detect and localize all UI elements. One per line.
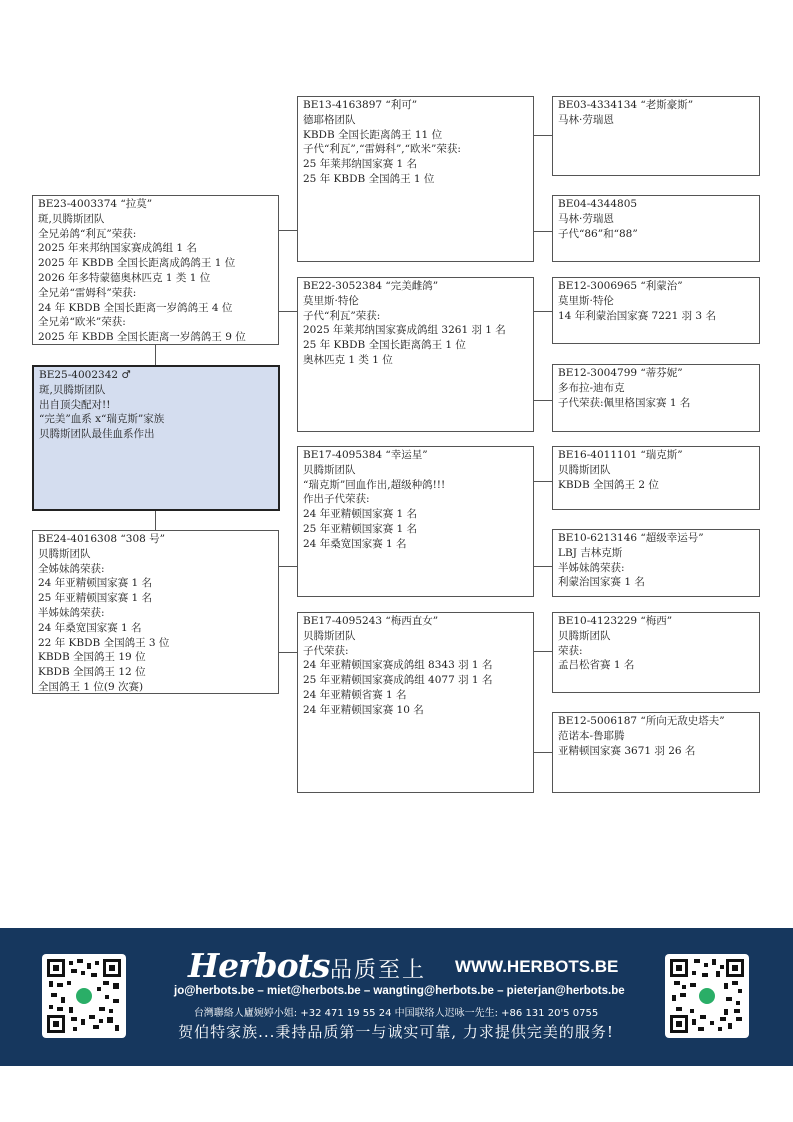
pedigree-line: 马林·劳瑞恩	[558, 212, 614, 225]
slogan: 品质至上	[330, 958, 427, 983]
pedigree-line: 子代荣获:	[303, 644, 349, 657]
connector	[533, 231, 553, 232]
pedigree-line: KBDB 全国鸽王 19 位	[38, 651, 146, 664]
connector	[155, 511, 156, 530]
great-grandparent-box	[552, 195, 760, 262]
pedigree-line: 子代“86”和“88”	[558, 227, 638, 240]
email-contacts[interactable]: jo@herbots.be – miet@herbots.be – wangting@herbots.be – pieterjan@herbots.be	[174, 985, 625, 997]
connector	[279, 230, 297, 231]
connector	[533, 651, 553, 652]
pedigree-line: 全姊妹鸽荣获:	[38, 562, 105, 575]
ring-number: BE25-4002342 ♂	[39, 369, 131, 381]
great-grandparent-box	[552, 529, 760, 597]
connector	[533, 135, 553, 136]
great-grandparent-box	[552, 612, 760, 693]
connector	[533, 400, 553, 401]
pedigree-line: 2025 年来邦纳国家赛成鸽组 1 名	[38, 242, 197, 255]
dam-sire-box	[297, 446, 534, 597]
pedigree-line: 2026 年多特蒙德奥林匹克 1 类 1 位	[38, 271, 211, 284]
pedigree-line: KBDB 全国鸽王 12 位	[38, 666, 146, 679]
ring-number: BE22-3052384 “完美雌鸽”	[303, 280, 439, 292]
pedigree-line: KBDB 全国长距离鸽王 11 位	[303, 128, 443, 141]
great-grandparent-box	[552, 96, 760, 176]
ring-number: BE12-3004799 “蒂芬妮”	[558, 367, 683, 379]
pedigree-line: “瑞克斯”回血作出,超级种鸽!!!	[303, 478, 446, 491]
great-grandparent-box	[552, 712, 760, 793]
pedigree-line: 贝腾斯团队	[38, 547, 91, 560]
wechat-icon	[697, 986, 717, 1006]
pedigree-line: 莫里斯·特伦	[558, 294, 614, 307]
pedigree-line: 24 年桑宽国家赛 1 名	[38, 621, 142, 634]
ring-number: BE23-4003374 “拉莫”	[38, 198, 153, 210]
ring-number: BE10-6213146 “超级幸运号”	[558, 532, 704, 544]
pedigree-line: 贝腾斯团队	[558, 629, 611, 642]
pedigree-line: KBDB 全国鸽王 2 位	[558, 478, 659, 491]
website-link[interactable]: WWW.HERBOTS.BE	[455, 957, 619, 976]
pedigree-line: 25 年 KBDB 全国鸽王 1 位	[303, 172, 435, 185]
pedigree-line: 孟吕松省赛 1 名	[558, 659, 635, 672]
pedigree-line: 贝腾斯团队最佳血系作出	[39, 428, 155, 441]
pedigree-line: 2025 年莱邦纳国家赛成鸽组 3261 羽 1 名	[303, 324, 506, 337]
pedigree-line: 利蒙治国家赛 1 名	[558, 576, 645, 589]
ring-number: BE17-4095243 “梅西直女”	[303, 615, 439, 627]
sire-dam-box	[297, 277, 534, 432]
connector	[533, 566, 553, 567]
ring-number: BE24-4016308 “308 号”	[38, 533, 166, 545]
subject-pigeon-box	[32, 365, 280, 511]
pedigree-line: 25 年亚精顿国家赛 1 名	[303, 522, 418, 535]
pedigree-line: 半姊妹鸽荣获:	[558, 561, 625, 574]
ring-number: BE12-5006187 “所向无敌史塔夫”	[558, 715, 725, 727]
sire-sire-box	[297, 96, 534, 262]
pedigree-line: 斑,贝腾斯团队	[38, 212, 105, 225]
pedigree-line: 24 年桑宽国家赛 1 名	[303, 537, 407, 550]
phone-contacts: 台灣聯絡人廬婉婷小姐: +32 471 19 55 24 中国联络人迟咏一先生: +86 131 20'5 0755	[193, 1008, 599, 1019]
pedigree-line: 范诺本-鲁耶腾	[558, 729, 625, 742]
great-grandparent-box	[552, 277, 760, 344]
pedigree-line: 作出子代荣获:	[303, 493, 370, 506]
pedigree-line: 贝腾斯团队	[558, 463, 611, 476]
pedigree-line: 全国鸽王 1 位(9 次赛)	[38, 680, 144, 693]
pedigree-line: 荣获:	[558, 644, 583, 657]
pedigree-line: 24 年亚精顿国家赛成鸽组 8343 羽 1 名	[303, 659, 493, 672]
pedigree-line: 25 年亚精顿国家赛成鸽组 4077 羽 1 名	[303, 674, 493, 687]
pedigree-line: 24 年亚精顿国家赛 1 名	[303, 508, 418, 521]
pedigree-line: 斑,贝腾斯团队	[39, 383, 106, 396]
great-grandparent-box	[552, 364, 760, 432]
ring-number: BE10-4123229 “梅西”	[558, 615, 673, 627]
sire-box	[32, 195, 279, 345]
pedigree-line: 24 年亚精顿省赛 1 名	[303, 688, 407, 701]
ring-number: BE16-4011101 “瑞克斯”	[558, 449, 683, 461]
wechat-green-icon	[74, 986, 94, 1006]
ring-number: BE13-4163897 “利可”	[303, 99, 418, 111]
pedigree-line: 子代“利瓦”,“雷姆科”,“欧米”荣获:	[303, 143, 461, 156]
pedigree-line: 贝腾斯团队	[303, 463, 356, 476]
connector	[155, 345, 156, 365]
dam-dam-box	[297, 612, 534, 793]
pedigree-line: 25 年亚精顿国家赛 1 名	[38, 592, 153, 605]
connector	[533, 481, 553, 482]
pedigree-line: 22 年 KBDB 全国鸽王 3 位	[38, 636, 170, 649]
pedigree-line: 14 年利蒙治国家赛 7221 羽 3 名	[558, 309, 716, 322]
pedigree-line: LBJ 吉林克斯	[558, 546, 623, 559]
pedigree-line: 子代荣获:佩里格国家赛 1 名	[558, 396, 691, 409]
connector	[279, 652, 297, 653]
pedigree-line: 出自顶尖配对!!	[39, 398, 111, 411]
connector	[279, 566, 297, 567]
connector	[279, 311, 297, 312]
connector	[533, 752, 553, 753]
pedigree-line: 24 年亚精顿国家赛 1 名	[38, 577, 153, 590]
great-grandparent-box	[552, 446, 760, 510]
pedigree-line: 2025 年 KBDB 全国长距离成鸽鸽王 1 位	[38, 257, 236, 270]
pedigree-line: 全兄弟“欧米”荣获:	[38, 316, 126, 329]
pedigree-line: 德耶格团队	[303, 113, 356, 126]
pedigree-line: 奥林匹克 1 类 1 位	[303, 353, 393, 366]
ring-number: BE03-4334134 “老斯豪斯”	[558, 99, 694, 111]
qr-code-right[interactable]	[665, 954, 749, 1038]
dam-box	[32, 530, 279, 694]
pedigree-line: 25 年 KBDB 全国长距离鸽王 1 位	[303, 339, 466, 352]
pedigree-line: 全兄弟“雷姆科”荣获:	[38, 286, 137, 299]
pedigree-line: 莫里斯·特伦	[303, 294, 359, 307]
pedigree-line: 全兄弟鸽“利瓦”荣获:	[38, 227, 137, 240]
pedigree-line: 2025 年 KBDB 全国长距离一岁鸽鸽王 9 位	[38, 331, 246, 344]
ring-number: BE04-4344805	[558, 198, 638, 210]
pedigree-line: 贝腾斯团队	[303, 629, 356, 642]
pedigree-line: “完美”血系 x“瑞克斯”家族	[39, 413, 165, 426]
ring-number: BE17-4095384 “幸运星”	[303, 449, 428, 461]
qr-code-left[interactable]	[42, 954, 126, 1038]
pedigree-line: 马林·劳瑞恩	[558, 113, 614, 126]
pedigree-line: 半姊妹鸽荣获:	[38, 606, 105, 619]
pedigree-line: 多布拉-迪布克	[558, 381, 625, 394]
herbots-logo: Herbots	[188, 946, 330, 985]
pedigree-line: 25 年莱邦纳国家赛 1 名	[303, 158, 418, 171]
pedigree-line: 24 年 KBDB 全国长距离一岁鸽鸽王 4 位	[38, 301, 233, 314]
ring-number: BE12-3006965 “利蒙治”	[558, 280, 683, 292]
brand-header	[180, 946, 640, 986]
pedigree-line: 亚精顿国家赛 3671 羽 26 名	[558, 744, 696, 757]
connector	[533, 311, 553, 312]
pedigree-line: 24 年亚精顿国家赛 10 名	[303, 703, 424, 716]
pedigree-line: 子代“利瓦”荣获:	[303, 309, 381, 322]
company-motto: 贺伯特家族...秉持品质第一与诚实可靠, 力求提供完美的服务!	[178, 1023, 614, 1041]
